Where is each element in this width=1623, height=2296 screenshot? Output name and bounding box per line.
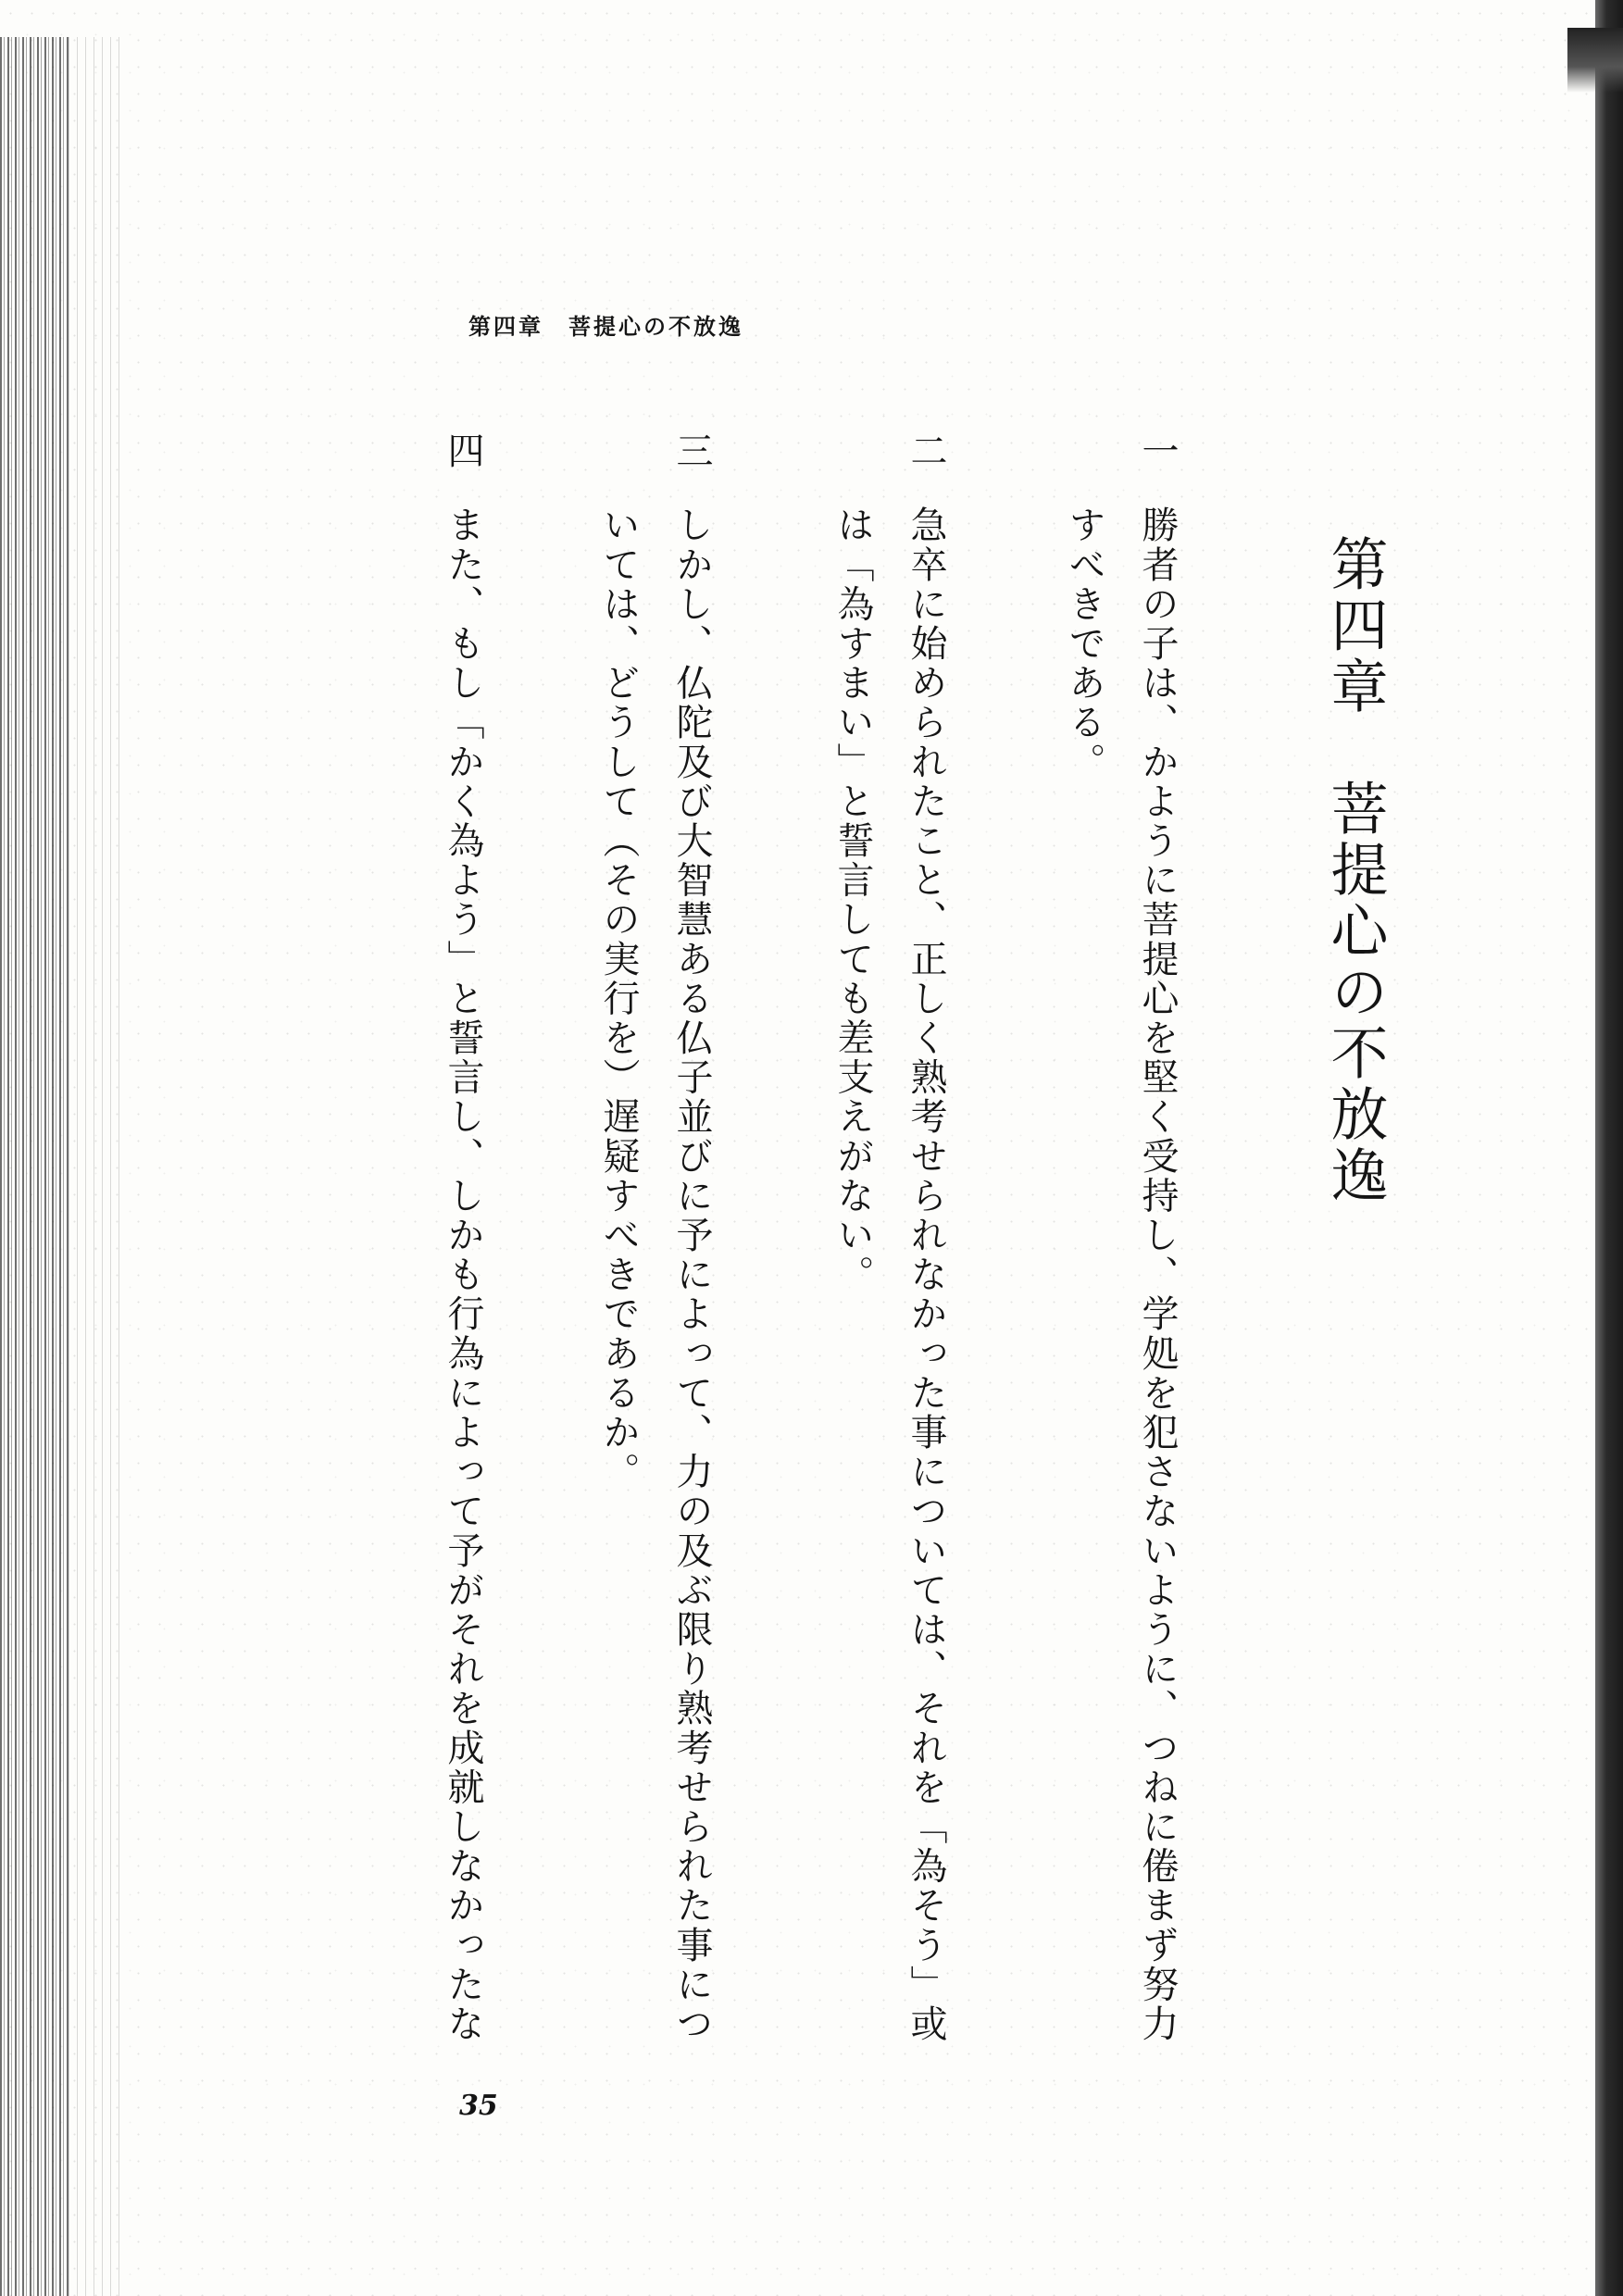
binding-shadow <box>69 37 124 2296</box>
verse-line: しかし、仏陀及び大智慧ある仏子並びに予によって、力の及ぶ限り熟考せられた事につ <box>670 505 713 2044</box>
page-number: 35 <box>459 2090 498 2122</box>
verse-line: すべきである。 <box>1063 505 1105 782</box>
chapter-title: 第四章 菩提心の不放逸 <box>1321 534 1389 1206</box>
verse-line: 急卒に始められたこと、正しく熟考せられなかった事については、それを「為そう」或 <box>905 505 947 2044</box>
binding-edge-left <box>0 37 69 2296</box>
verse-line: また、もし「かく為よう」と誓言し、しかも行為によって予がそれを成就しなかったな <box>442 505 484 2044</box>
running-header: 第四章 菩提心の不放逸 <box>468 313 743 340</box>
page-edge-right <box>1595 0 1623 2296</box>
verse-line: は「為すまい」と誓言しても差支えがない。 <box>831 505 874 1294</box>
verse-line: 勝者の子は、かように菩提心を堅く受持し、学処を犯さないように、つねに倦まず努力 <box>1136 505 1179 2044</box>
verse-number: 一 <box>1136 431 1179 468</box>
verse-number: 二 <box>905 431 947 468</box>
verse-number: 三 <box>670 431 713 468</box>
verse-line: いては、どうして（その実行を）遅疑すべきであるか。 <box>597 505 640 1491</box>
verse-number: 四 <box>442 431 484 468</box>
page-corner-shadow <box>1567 28 1623 93</box>
